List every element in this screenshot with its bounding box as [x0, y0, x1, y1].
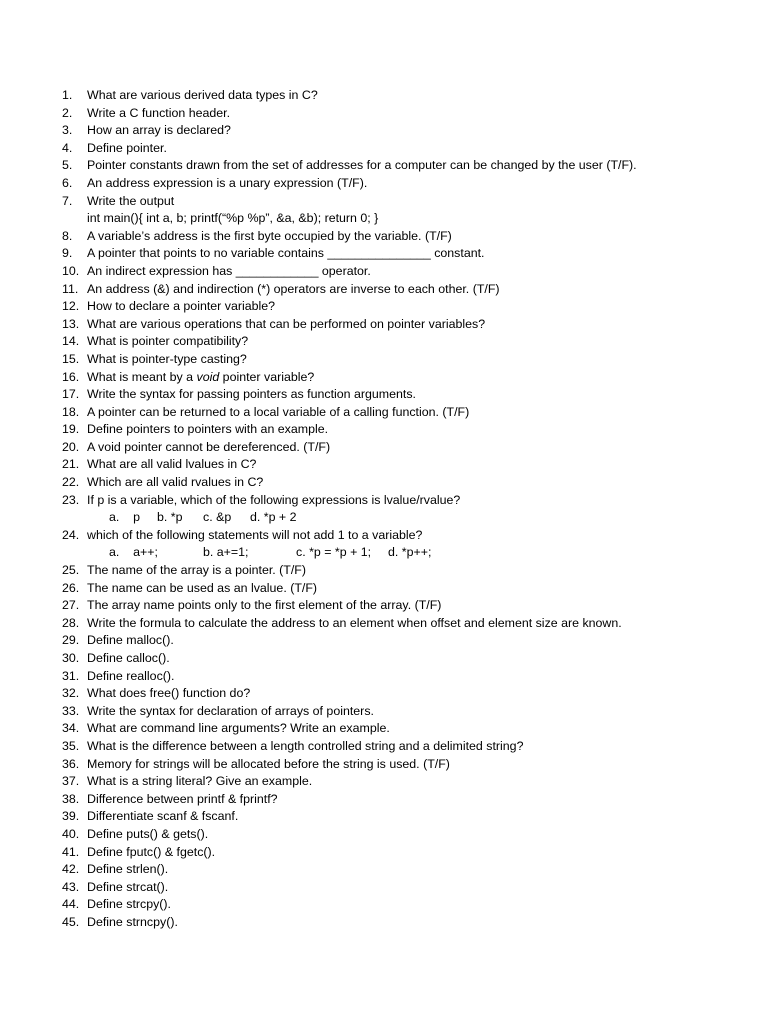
question-text: A pointer that points to no variable contains _______________ constant.: [87, 246, 485, 261]
question-item: [62, 632, 637, 650]
question-number: 20.: [62, 439, 80, 454]
question-text: Write a C function header.: [87, 105, 231, 120]
question-number: 17.: [62, 387, 80, 402]
question-item: [62, 597, 637, 615]
question-text: Define strlen().: [87, 862, 169, 877]
question-text: Write the formula to calculate the address to an element when offset and element size are known.: [87, 615, 622, 630]
question-item: [62, 615, 637, 633]
question-text: Define strcat().: [87, 879, 169, 894]
question-item: [62, 474, 637, 492]
question-item: [62, 861, 637, 879]
question-text: Write the output: [87, 193, 175, 208]
question-number: 40.: [62, 826, 80, 841]
question-item: [62, 421, 637, 439]
question-text: Define realloc().: [87, 668, 175, 683]
question-number: 41.: [62, 844, 80, 859]
question-item: [62, 703, 637, 721]
question-number: 9.: [62, 246, 73, 261]
question-item: [62, 562, 637, 580]
question-item: [62, 896, 637, 914]
question-item: [62, 263, 637, 281]
question-number: 24.: [62, 527, 80, 542]
question-text: Define fputc() & fgetc().: [87, 844, 216, 859]
question-number: 28.: [62, 615, 80, 630]
answer-option: d. *p++;: [388, 545, 432, 560]
question-text-part: pointer variable?: [219, 369, 315, 384]
question-item: [62, 245, 637, 263]
question-text: Write the syntax for declaration of arrays of pointers.: [87, 703, 374, 718]
question-text: Write the syntax for passing pointers as function arguments.: [87, 387, 416, 402]
question-text: Differentiate scanf & fscanf.: [87, 809, 239, 824]
question-number: 29.: [62, 633, 80, 648]
question-number: 32.: [62, 686, 80, 701]
question-text: The array name points only to the first element of the array. (T/F): [87, 598, 442, 613]
question-number: 26.: [62, 580, 80, 595]
question-text: [87, 370, 314, 384]
question-number: 33.: [62, 703, 80, 718]
question-text: What is a string literal? Give an example.: [87, 774, 313, 789]
question-text: What are command line arguments? Write an example.: [87, 721, 390, 736]
question-text: Define pointers to pointers with an example.: [87, 422, 329, 437]
question-number: 18.: [62, 404, 80, 419]
question-item: [62, 844, 637, 862]
question-number: 14.: [62, 334, 80, 349]
question-item: [62, 580, 637, 598]
question-number: 4.: [62, 140, 73, 155]
question-number: 10.: [62, 263, 80, 278]
question-item: [62, 333, 637, 351]
question-item: [62, 773, 637, 791]
question-number: 43.: [62, 879, 80, 894]
question-item: [62, 281, 637, 299]
question-item: [62, 808, 637, 826]
question-number: 5.: [62, 158, 73, 173]
question-list: [62, 87, 637, 932]
question-item: [62, 316, 637, 334]
question-item: [62, 456, 637, 474]
question-text: What is pointer compatibility?: [87, 334, 249, 349]
question-text: What does free() function do?: [87, 686, 251, 701]
question-item: [62, 738, 637, 756]
answer-option: a. a++;: [109, 545, 158, 560]
question-item: [62, 404, 637, 422]
code-snippet: int main(){ int a, b; printf(“%p %p”, &a, &b); return 0; }: [87, 211, 379, 226]
question-number: 7.: [62, 193, 73, 208]
question-number: 16.: [62, 369, 80, 384]
question-number: 25.: [62, 563, 80, 578]
question-text: Which are all valid rvalues in C?: [87, 475, 264, 490]
question-text: Pointer constants drawn from the set of addresses for a computer can be changed by the user (T/F).: [87, 158, 637, 173]
question-item: [62, 826, 637, 844]
question-number: 19.: [62, 422, 80, 437]
question-number: 13.: [62, 316, 80, 331]
answer-option: c. &p: [203, 510, 232, 525]
question-number: 1.: [62, 88, 73, 102]
question-text: What are various operations that can be performed on pointer variables?: [87, 316, 486, 331]
question-text-part: What is meant by a: [87, 369, 197, 384]
question-text: A pointer can be returned to a local variable of a calling function. (T/F): [87, 404, 470, 419]
question-item: [62, 298, 637, 316]
question-text: Define strcpy().: [87, 897, 171, 912]
question-number: 6.: [62, 175, 73, 190]
question-text: Difference between printf & fprintf?: [87, 791, 278, 806]
question-text: What are various derived data types in C?: [87, 88, 318, 102]
question-number: 8.: [62, 228, 73, 243]
question-number: 12.: [62, 299, 80, 314]
question-number: 23.: [62, 492, 80, 507]
question-text: which of the following statements will not add 1 to a variable?: [87, 527, 423, 542]
question-text: An indirect expression has ____________ operator.: [87, 263, 371, 278]
question-item: [62, 668, 637, 686]
question-text: Define puts() & gets().: [87, 826, 209, 841]
question-item: [62, 439, 637, 457]
question-item: [62, 193, 637, 228]
question-number: 11.: [62, 281, 79, 296]
question-item: [62, 492, 637, 527]
question-text: What are all valid lvalues in C?: [87, 457, 257, 472]
question-number: 38.: [62, 791, 80, 806]
answer-option: d. *p + 2: [250, 510, 297, 525]
question-number: 35.: [62, 738, 80, 753]
question-item: [62, 105, 637, 123]
question-number: 37.: [62, 774, 80, 789]
question-number: 2.: [62, 105, 73, 120]
answer-option: b. *p: [157, 510, 183, 525]
question-item: [62, 685, 637, 703]
question-item: [62, 650, 637, 668]
question-text: The name of the array is a pointer. (T/F): [87, 563, 306, 578]
question-text: An address expression is a unary expression (T/F).: [87, 175, 368, 190]
question-number: 44.: [62, 897, 80, 912]
question-text: How an array is declared?: [87, 123, 231, 138]
question-item: [62, 756, 637, 774]
question-item: [62, 791, 637, 809]
question-number: 22.: [62, 475, 80, 490]
question-number: 31.: [62, 668, 80, 683]
question-item: [62, 87, 637, 105]
question-number: 30.: [62, 651, 80, 665]
question-number: 34.: [62, 721, 80, 736]
question-text: What is pointer-type casting?: [87, 351, 247, 366]
question-item: [62, 914, 637, 932]
question-text: Memory for strings will be allocated before the string is used. (T/F): [87, 756, 450, 771]
question-number: 21.: [62, 457, 80, 472]
answer-option: b. a+=1;: [203, 545, 249, 560]
question-item: [62, 351, 637, 369]
question-number: 45.: [62, 914, 80, 929]
question-item: [62, 140, 637, 158]
answer-option: c. *p = *p + 1;: [296, 545, 372, 560]
question-text: A variable’s address is the first byte occupied by the variable. (T/F): [87, 228, 452, 243]
question-item: [62, 157, 637, 175]
question-item: [62, 122, 637, 140]
question-number: 3.: [62, 123, 73, 138]
question-text: Define strncpy().: [87, 914, 178, 929]
question-text: Define pointer.: [87, 140, 167, 155]
answer-options: [87, 544, 637, 562]
question-text: The name can be used as an lvalue. (T/F): [87, 580, 318, 595]
question-item: [62, 175, 637, 193]
question-number: 39.: [62, 809, 80, 824]
question-number: 42.: [62, 862, 80, 877]
question-item: [62, 228, 637, 246]
question-item: [62, 386, 637, 404]
question-item: [62, 527, 637, 562]
answer-option: a. p: [109, 510, 140, 525]
question-number: 36.: [62, 756, 80, 771]
question-item: [62, 369, 637, 387]
question-text: If p is a variable, which of the following expressions is lvalue/rvalue?: [87, 492, 461, 507]
question-text: Define calloc().: [87, 651, 170, 665]
question-text: A void pointer cannot be dereferenced. (T/F): [87, 439, 331, 454]
question-item: [62, 720, 637, 738]
question-number: 27.: [62, 598, 80, 613]
question-number: 15.: [62, 351, 80, 366]
answer-options: [87, 509, 637, 527]
question-text: Define malloc().: [87, 633, 174, 648]
question-text: What is the difference between a length controlled string and a delimited string?: [87, 738, 524, 753]
question-item: [62, 879, 637, 897]
question-text: How to declare a pointer variable?: [87, 299, 276, 314]
question-text: An address (&) and indirection (*) operators are inverse to each other. (T/F): [87, 281, 500, 296]
question-text-italic: void: [196, 369, 220, 384]
